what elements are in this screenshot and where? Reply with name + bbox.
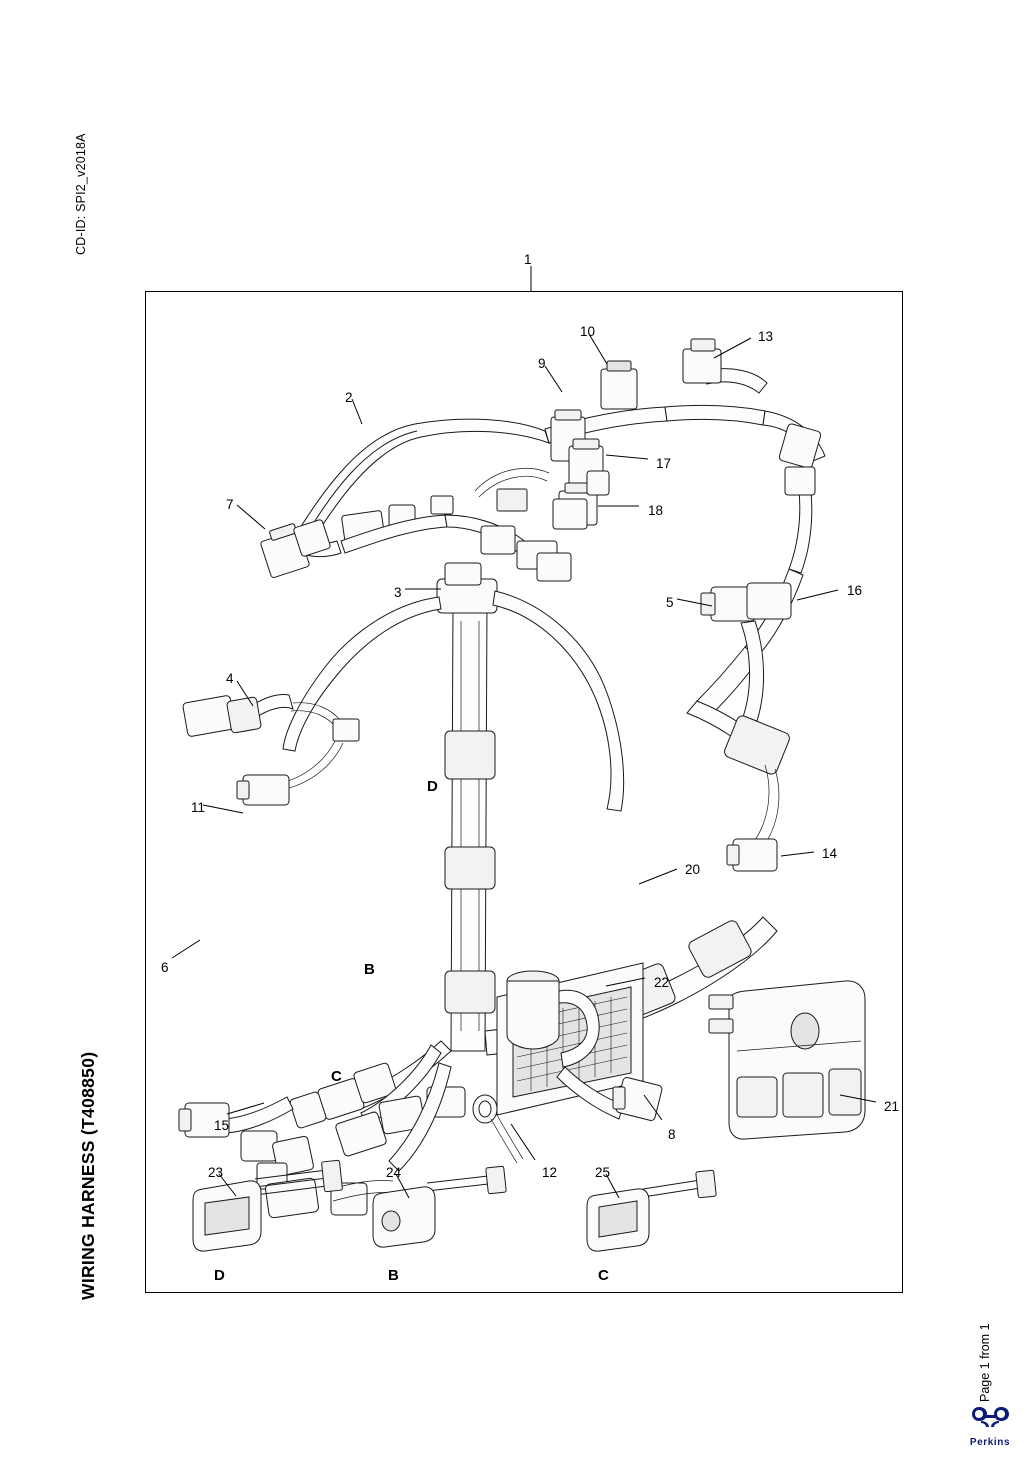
callout-10: 10 (580, 324, 596, 339)
wiring-harness-illustration (145, 291, 903, 1293)
callout-1: 1 (524, 252, 532, 267)
callout-18: 18 (648, 503, 664, 518)
callout-15: 15 (214, 1118, 230, 1133)
connector-left-4-11 (182, 694, 359, 805)
callout-4: 4 (226, 671, 234, 686)
callout-6: 6 (161, 960, 169, 975)
callout-13: 13 (758, 329, 774, 344)
section-letter-C-main: C (331, 1068, 342, 1085)
callout-3: 3 (394, 585, 402, 600)
perkins-wordmark: Perkins (969, 1437, 1011, 1448)
callout-14: 14 (822, 846, 838, 861)
callout-20: 20 (685, 862, 701, 877)
section-letter-B-detail: B (388, 1267, 399, 1284)
section-letter-C-detail: C (598, 1267, 609, 1284)
callout-21: 21 (884, 1099, 900, 1114)
callout-25: 25 (595, 1165, 611, 1180)
callout-24: 24 (386, 1165, 402, 1180)
detail-connector-25 (587, 1170, 716, 1251)
callout-2: 2 (345, 390, 353, 405)
callout-9: 9 (538, 356, 546, 371)
harness-main-trunk (283, 563, 624, 1051)
harness-right-branch (687, 423, 822, 871)
callout-16: 16 (847, 583, 863, 598)
mounting-bracket-part (709, 981, 865, 1139)
callout-5: 5 (666, 595, 674, 610)
callout-17: 17 (656, 456, 672, 471)
callout-12: 12 (542, 1165, 558, 1180)
perkins-mark-icon (971, 1405, 1009, 1431)
section-letter-D-main: D (427, 778, 438, 795)
perkins-logo (962, 1405, 1018, 1447)
callout-7: 7 (226, 497, 234, 512)
page-count-label: Page 1 from 1 (978, 1323, 992, 1402)
callout-22: 22 (654, 975, 670, 990)
callout-11: 11 (191, 800, 206, 815)
callout-8: 8 (668, 1127, 676, 1142)
callout-23: 23 (208, 1165, 224, 1180)
cd-id-label: CD-ID: SPI2_v2018A (74, 133, 88, 255)
page-title: WIRING HARNESS (T408850) (78, 1051, 98, 1300)
section-letter-D-detail: D (214, 1267, 225, 1284)
section-letter-B-main: B (364, 961, 375, 978)
